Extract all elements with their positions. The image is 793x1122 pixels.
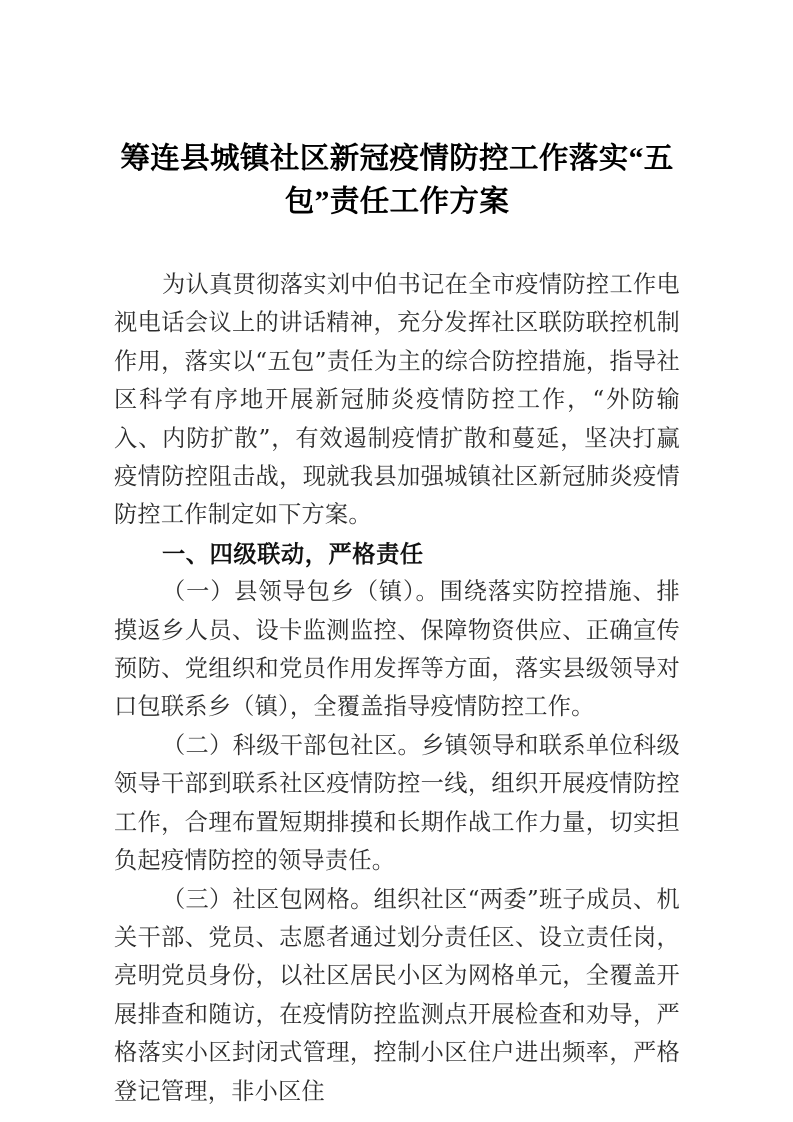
document-content <box>114 138 680 1111</box>
paragraph-item-1: （一）县领导包乡（镇）。围绕落实防控措施、排摸返乡人员、设卡监测监控、保障物资供应、正确宣传预防、党组织和党员作用发挥等方面，落实县级领导对口包联系乡（镇），全覆盖指导疫情防控工作。 <box>114 578 680 721</box>
title-body-spacer <box>114 224 680 266</box>
section-heading-1: 一、四级联动，严格责任 <box>162 540 424 567</box>
paragraph-item-2: （二）科级干部包社区。乡镇领导和联系单位科级领导干部到联系社区疫情防控一线，组织开展疫情防控工作，合理布置短期排摸和长期作战工作力量，切实担负起疫情防控的领导责任。 <box>114 731 680 875</box>
page-title-line-1: 筹连县城镇社区新冠疫情防控工作落实“五 <box>120 143 674 175</box>
paragraph-intro: 为认真贯彻落实刘中伯书记在全市疫情防控工作电视电话会议上的讲话精神，充分发挥社区联防联控机制作用，落实以“五包”责任为主的综合防控措施，指导社区科学有序地开展新冠肺炎疫情防控工作，“外防输入、内防扩散”，有效遏制疫情扩散和蔓延，坚决打赢疫情防控阻击战，现就我县加强城镇社区新冠肺炎疫情防控工作制定如下方案。 <box>114 271 680 529</box>
page-title <box>114 138 680 224</box>
paragraph-item-3: （三）社区包网格。组织社区“两委”班子成员、机关干部、党员、志愿者通过划分责任区、设立责任岗，亮明党员身份，以社区居民小区为网格单元，全覆盖开展排查和随访，在疫情防控监测点开展检查和劝导，严格落实小区封闭式管理，控制小区住户进出频率，严格登记管理，非小区住 <box>114 885 680 1105</box>
page-title-line-2: 包”责任工作方案 <box>284 186 510 218</box>
